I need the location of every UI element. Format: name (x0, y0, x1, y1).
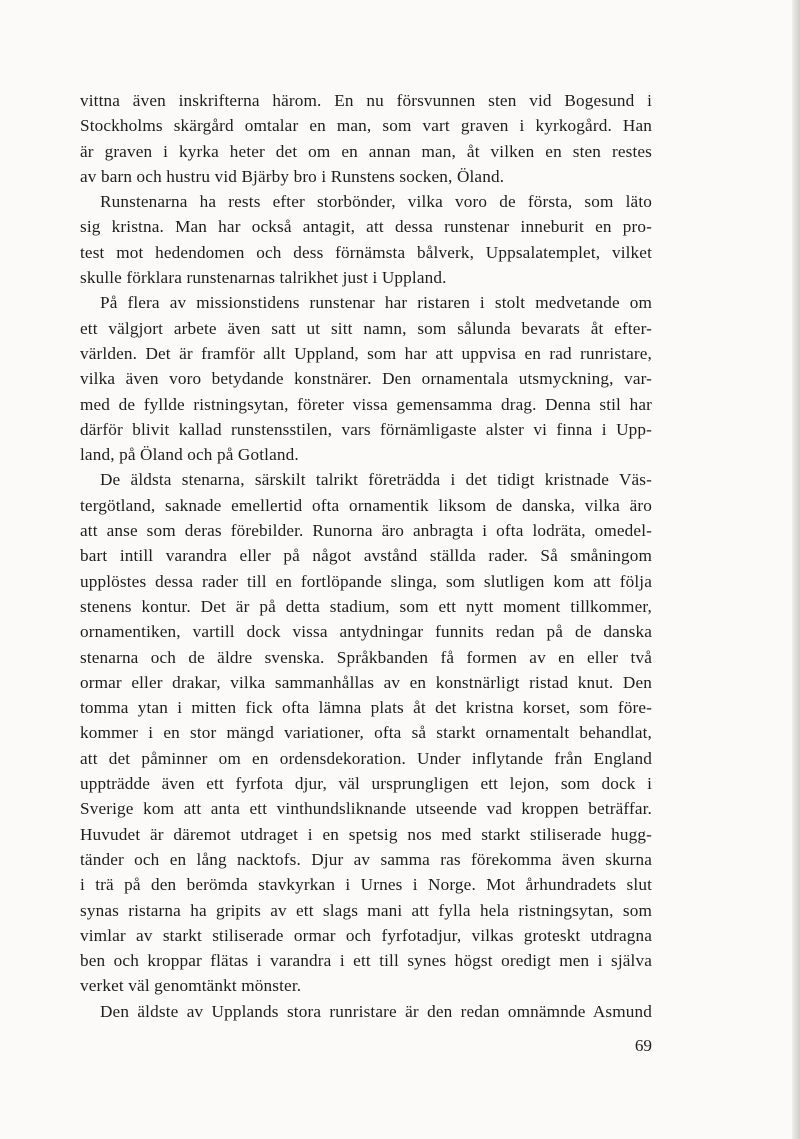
text-line: vimlar av starkt stiliserade ormar och fyrfotadjur, vilkas groteskt utdragna (80, 925, 652, 945)
text-line: Runstenarna ha rests efter storbönder, vilka voro de första, som läto (100, 192, 652, 212)
text-line: ben och kroppar flätas i varandra i ett till synes högst oredigt men i själva (80, 951, 652, 971)
text-line: i trä på den berömda stavkyrkan i Urnes i Norge. Mot århundradets slut (80, 875, 652, 895)
body-text (80, 88, 652, 1024)
text-line: att anse som deras förebilder. Runorna äro anbragta i ofta lodräta, omedel- (80, 521, 652, 541)
text-line: tänder och en lång nacktofs. Djur av samma ras förekomma även skurna (80, 849, 652, 869)
text-line: skulle förklara runstenarnas talrikhet just i Uppland. (80, 268, 447, 288)
text-line: De äldsta stenarna, särskilt talrikt företrädda i det tidigt kristnade Väs- (100, 470, 652, 490)
text-line: Stockholms skärgård omtalar en man, som vart graven i kyrkogård. Han (80, 116, 652, 136)
text-line: stenarna och de äldre svenska. Språkbanden få formen av en eller två (80, 647, 652, 667)
text-line: bart intill varandra eller på något avstånd ställda rader. Så småningom (80, 546, 652, 566)
text-line: stenens kontur. Det är på detta stadium, som ett nytt moment tillkommer, (80, 596, 652, 616)
text-line: Huvudet är däremot utdraget i en spetsig nos med starkt stiliserade hugg- (80, 824, 652, 844)
text-line: ornamentiken, vartill dock vissa antydningar funnits redan på de danska (80, 622, 652, 642)
text-line: är graven i kyrka heter det om en annan man, åt vilken en sten restes (80, 141, 652, 161)
text-line: ett välgjort arbete även satt ut sitt namn, som sålunda bevarats åt efter- (80, 318, 652, 338)
text-line: verket väl genomtänkt mönster. (80, 976, 302, 996)
text-line: kommer i en stor mängd variationer, ofta så starkt ornamentalt behandlat, (80, 723, 652, 743)
text-line: vittna även inskrifterna härom. En nu försvunnen sten vid Bogesund i (80, 91, 652, 110)
text-line: vilka även voro betydande konstnärer. Den ornamentala utsmyckning, var- (80, 369, 652, 389)
text-line: uppträdde även ett fyrfota djur, väl ursprungligen ett lejon, som dock i (80, 774, 652, 794)
text-line: ormar eller drakar, vilka sammanhållas av en konstnärligt ristad knut. Den (80, 672, 652, 692)
text-line: världen. Det är framför allt Uppland, som har att uppvisa en rad runristare, (80, 343, 652, 363)
text-line: tomma ytan i mitten fick ofta lämna plats åt det kristna korset, som före- (80, 698, 652, 718)
text-line: På flera av missionstidens runstenar har ristaren i stolt medvetande om (100, 293, 652, 313)
text-line: av barn och hustru vid Bjärby bro i Runstens socken, Öland. (80, 166, 505, 186)
page-edge-shadow (792, 0, 800, 1139)
text-line: test mot hedendomen och dess förnämsta bålverk, Uppsalatemplet, vilket (80, 242, 652, 262)
text-line: Sverige kom att anta ett vinthundsliknande utseende vad kroppen beträffar. (80, 799, 652, 819)
text-line: att det påminner om en ordensdekoration. Under inflytande från England (80, 748, 652, 768)
text-line: land, på Öland och på Gotland. (80, 445, 299, 465)
text-line: sig kristna. Man har också antagit, att dessa runstenar inneburit en pro- (80, 217, 652, 237)
text-line: Den äldste av Upplands stora runristare är den redan omnämnde Asmund (100, 1001, 652, 1021)
text-line: synas ristarna ha gripits av ett slags mani att fylla hela ristningsytan, som (80, 900, 652, 920)
text-line: därför blivit kallad runstensstilen, vars förnämligaste alster vi finna i Upp- (80, 419, 652, 439)
text-line: med de fyllde ristningsytan, företer vissa gemensamma drag. Denna stil har (80, 394, 652, 414)
page-number: 69 (634, 1036, 652, 1055)
text-line: upplöstes dessa rader till en fortlöpande slinga, som slutligen kom att följa (80, 571, 652, 591)
text-line: tergötland, saknade emellertid ofta ornamentik liksom de danska, vilka äro (80, 495, 652, 515)
